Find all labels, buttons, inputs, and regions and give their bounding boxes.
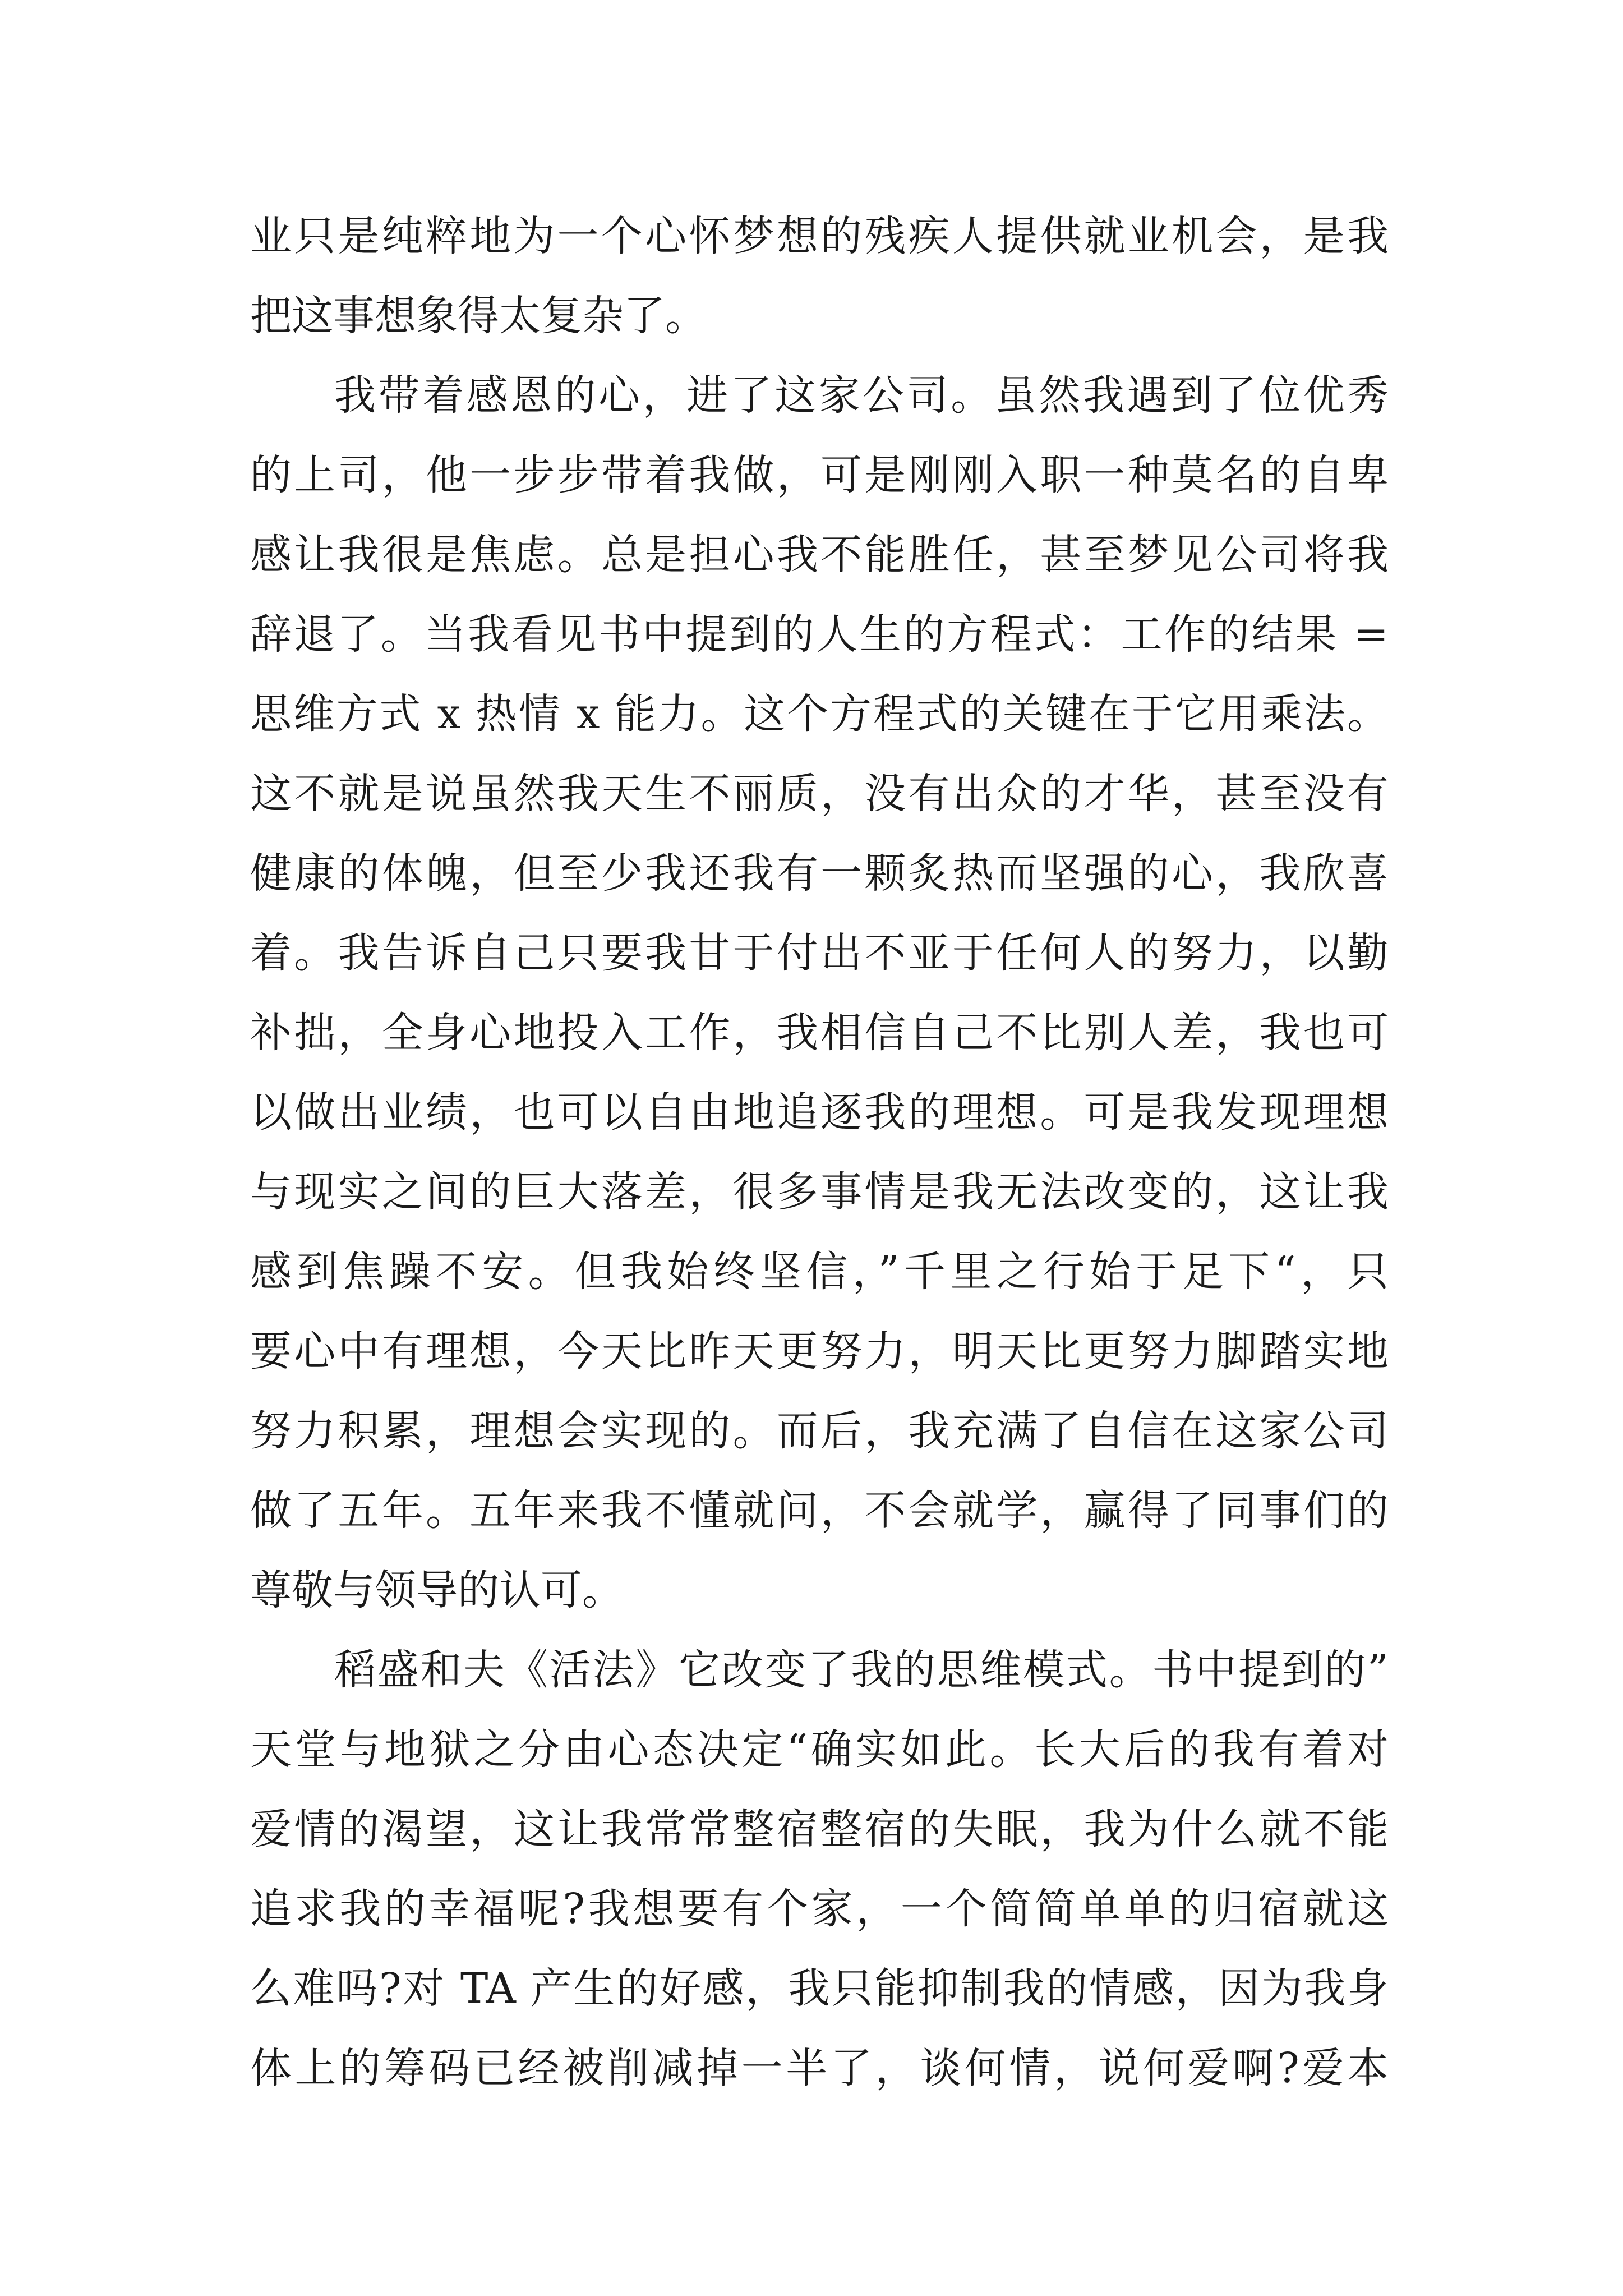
text-line: 辞退了。当我看见书中提到的人生的方程式：工作的结果 =	[250, 610, 1389, 659]
text-line: 与现实之间的巨大落差，很多事情是我无法改变的，这让我	[250, 1168, 1389, 1216]
text-line: 追求我的幸福呢?我想要有个家，一个简简单单的归宿就这	[250, 1885, 1389, 1933]
paragraph-3	[250, 1630, 1389, 2108]
text-line: 着。我告诉自己只要我甘于付出不亚于任何人的努力，以勤	[250, 929, 1389, 977]
text-line: 么难吗?对 TA 产生的好感，我只能抑制我的情感，因为我身	[250, 1964, 1389, 2013]
text-line: 稻盛和夫《活法》它改变了我的思维模式。书中提到的”	[334, 1646, 1389, 1694]
text-line: 尊敬与领导的认可。	[250, 1566, 624, 1614]
text-line: 感到焦躁不安。但我始终坚信，”千里之行始于足下“，只	[250, 1248, 1389, 1296]
text-line: 思维方式 x 热情 x 能力。这个方程式的关键在于它用乘法。	[250, 690, 1389, 738]
text-line: 的上司，他一步步带着我做，可是刚刚入职一种莫名的自卑	[250, 451, 1389, 499]
text-line: 感让我很是焦虑。总是担心我不能胜任，甚至梦见公司将我	[250, 531, 1389, 579]
document-page	[250, 196, 1389, 2108]
text-line: 天堂与地狱之分由心态决定“确实如此。长大后的我有着对	[250, 1726, 1389, 1774]
text-line: 爱情的渴望，这让我常常整宿整宿的失眠，我为什么就不能	[250, 1805, 1389, 1853]
text-line: 努力积累，理想会实现的。而后，我充满了自信在这家公司	[250, 1407, 1389, 1455]
text-line: 做了五年。五年来我不懂就问，不会就学，赢得了同事们的	[250, 1487, 1389, 1535]
text-line: 以做出业绩，也可以自由地追逐我的理想。可是我发现理想	[250, 1088, 1389, 1137]
paragraph-2	[250, 356, 1389, 1630]
text-line: 健康的体魄，但至少我还我有一颗炙热而坚强的心，我欣喜	[250, 849, 1389, 898]
text-line: 我带着感恩的心，进了这家公司。虽然我遇到了位优秀	[334, 371, 1389, 420]
text-line: 业只是纯粹地为一个心怀梦想的残疾人提供就业机会，是我	[250, 212, 1389, 260]
text-line: 把这事想象得太复杂了。	[250, 292, 707, 340]
paragraph-1	[250, 196, 1389, 356]
text-line: 体上的筹码已经被削减掉一半了，谈何情，说何爱啊?爱本	[250, 2044, 1389, 2092]
text-line: 要心中有理想，今天比昨天更努力，明天比更努力脚踏实地	[250, 1327, 1389, 1375]
text-line: 这不就是说虽然我天生不丽质，没有出众的才华，甚至没有	[250, 770, 1389, 818]
text-line: 补拙，全身心地投入工作，我相信自己不比别人差，我也可	[250, 1009, 1389, 1057]
